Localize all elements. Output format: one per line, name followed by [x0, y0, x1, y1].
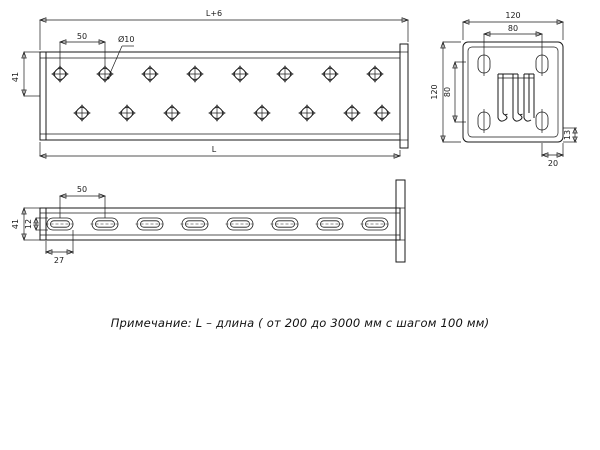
dimension-front-height [11, 52, 40, 96]
front-hole-row-2 [74, 105, 391, 122]
dimension-section-width-80 [484, 24, 542, 52]
dim-front-height-label: 41 [11, 71, 20, 83]
dim-section-120-label: 120 [505, 11, 521, 20]
dim-section-80-label: 80 [507, 24, 519, 33]
dim-section-height-120-label: 120 [430, 84, 439, 100]
section-view [430, 11, 577, 168]
top-view-slots [46, 218, 390, 230]
dimension-front-pitch [60, 32, 105, 70]
dim-l-plus-6-label: L+6 [205, 9, 223, 18]
dim-l-label: L [211, 145, 217, 154]
dim-top-pitch-label: 50 [76, 185, 88, 194]
dimension-top-slot-12 [24, 218, 48, 230]
dim-section-20-label: 20 [547, 159, 559, 168]
dimension-section-flange-20 [542, 143, 563, 168]
section-profile [498, 74, 534, 121]
dimension-section-thickness-13 [563, 128, 577, 142]
dim-section-height-80-label: 80 [443, 86, 452, 98]
dim-section-13-label: 13 [563, 129, 572, 141]
dim-top-12-label: 12 [24, 218, 33, 230]
dim-top-27-label: 27 [53, 256, 65, 265]
dim-top-41-label: 41 [11, 218, 20, 230]
dim-front-pitch-label: 50 [76, 32, 88, 41]
top-view [11, 180, 405, 265]
dimension-l-plus-6 [40, 9, 408, 50]
note-text: Примечание: L – длина ( от 200 до 3000 мм с шагом 100 мм) [110, 316, 490, 330]
dimension-l [40, 142, 400, 158]
front-view [11, 9, 408, 158]
front-hole-row-1 [52, 66, 384, 83]
dim-hole-diameter-label: Ø10 [118, 35, 135, 44]
